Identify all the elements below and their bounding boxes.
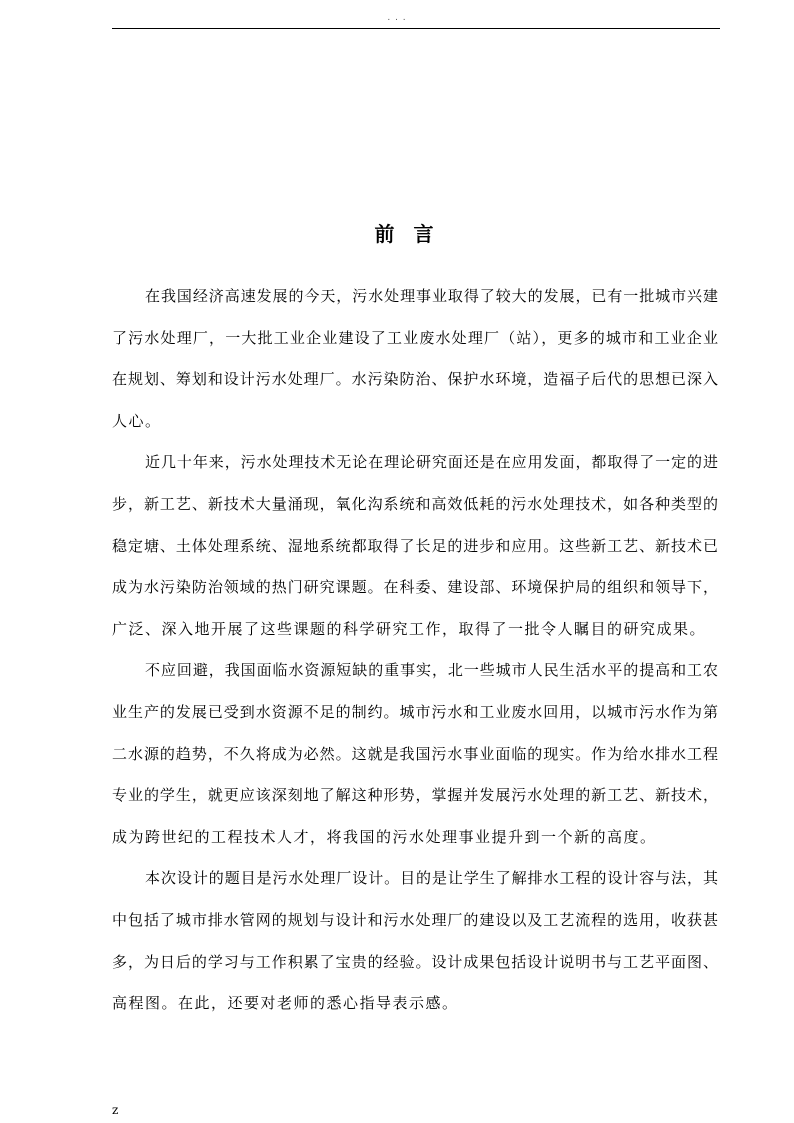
paragraph xyxy=(112,858,718,1024)
paragraph-line: 近几十年来，污水处理技术无论在理论研究面还是在应用发面，都取得了一定的进 xyxy=(145,453,718,472)
paragraph-line: 成为水污染防治领域的热门研究课题。在科委、建设部、环境保护局的组织和领导下， xyxy=(112,578,718,597)
paragraph xyxy=(112,650,718,858)
paragraph-line: 在规划、筹划和设计污水处理厂。水污染防治、保护水环境，造福子后代的思想已深入 xyxy=(112,370,718,389)
paragraph-line: 广泛、深入地开展了这些课题的科学研究工作，取得了一批令人瞩目的研究成果。 xyxy=(112,619,707,638)
paragraph xyxy=(112,276,718,442)
paragraph-line: 不应回避，我国面临水资源短缺的重事实，北一些城市人民生活水平的提高和工农 xyxy=(145,661,718,680)
paragraph-line: 稳定塘、土体处理系统、湿地系统都取得了长足的进步和应用。这些新工艺、新技术已 xyxy=(112,536,718,555)
paragraph-line: 成为跨世纪的工程技术人才，将我国的污水处理事业提升到一个新的高度。 xyxy=(112,827,657,846)
footer-page-mark: z xyxy=(112,1103,119,1117)
paragraph-line: 中包括了城市排水管网的规划与设计和污水处理厂的建设以及工艺流程的选用，收获甚 xyxy=(112,910,718,929)
paragraph-line: 在我国经济高速发展的今天，污水处理事业取得了较大的发展，已有一批城市兴建 xyxy=(145,287,718,305)
page-title: 前 言 xyxy=(374,222,440,246)
paragraph-line: 本次设计的题目是污水处理厂设计。目的是让学生了解排水工程的设计容与法，其 xyxy=(145,869,718,888)
paragraph-line: 人心。 xyxy=(112,411,162,430)
paragraph xyxy=(112,442,718,650)
header-rule xyxy=(112,28,720,29)
paragraph-line: 步，新工艺、新技术大量涌现，氧化沟系统和高效低耗的污水处理技术，如各种类型的 xyxy=(112,494,718,513)
paragraph-line: 了污水处理厂，一大批工业企业建设了工业废水处理厂（站），更多的城市和工业企业 xyxy=(112,328,718,347)
paragraph-line: 多，为日后的学习与工作积累了宝贵的经验。设计成果包括设计说明书与工艺平面图、 xyxy=(112,952,718,971)
paragraph-line: 二水源的趋势，不久将成为必然。这就是我国污水事业面临的现实。作为给水排水工程 xyxy=(112,744,718,763)
paragraph-line: 业生产的发展已受到水资源不足的制约。城市污水和工业废水回用，以城市污水作为第 xyxy=(112,702,718,721)
body-text xyxy=(112,276,718,1025)
paragraph-line: 高程图。在此，还要对老师的悉心指导表示感。 xyxy=(112,994,459,1013)
paragraph-line: 专业的学生，就更应该深刻地了解这种形势，掌握并发展污水处理的新工艺、新技术， xyxy=(112,786,718,805)
header-mark: . . . xyxy=(387,13,407,23)
